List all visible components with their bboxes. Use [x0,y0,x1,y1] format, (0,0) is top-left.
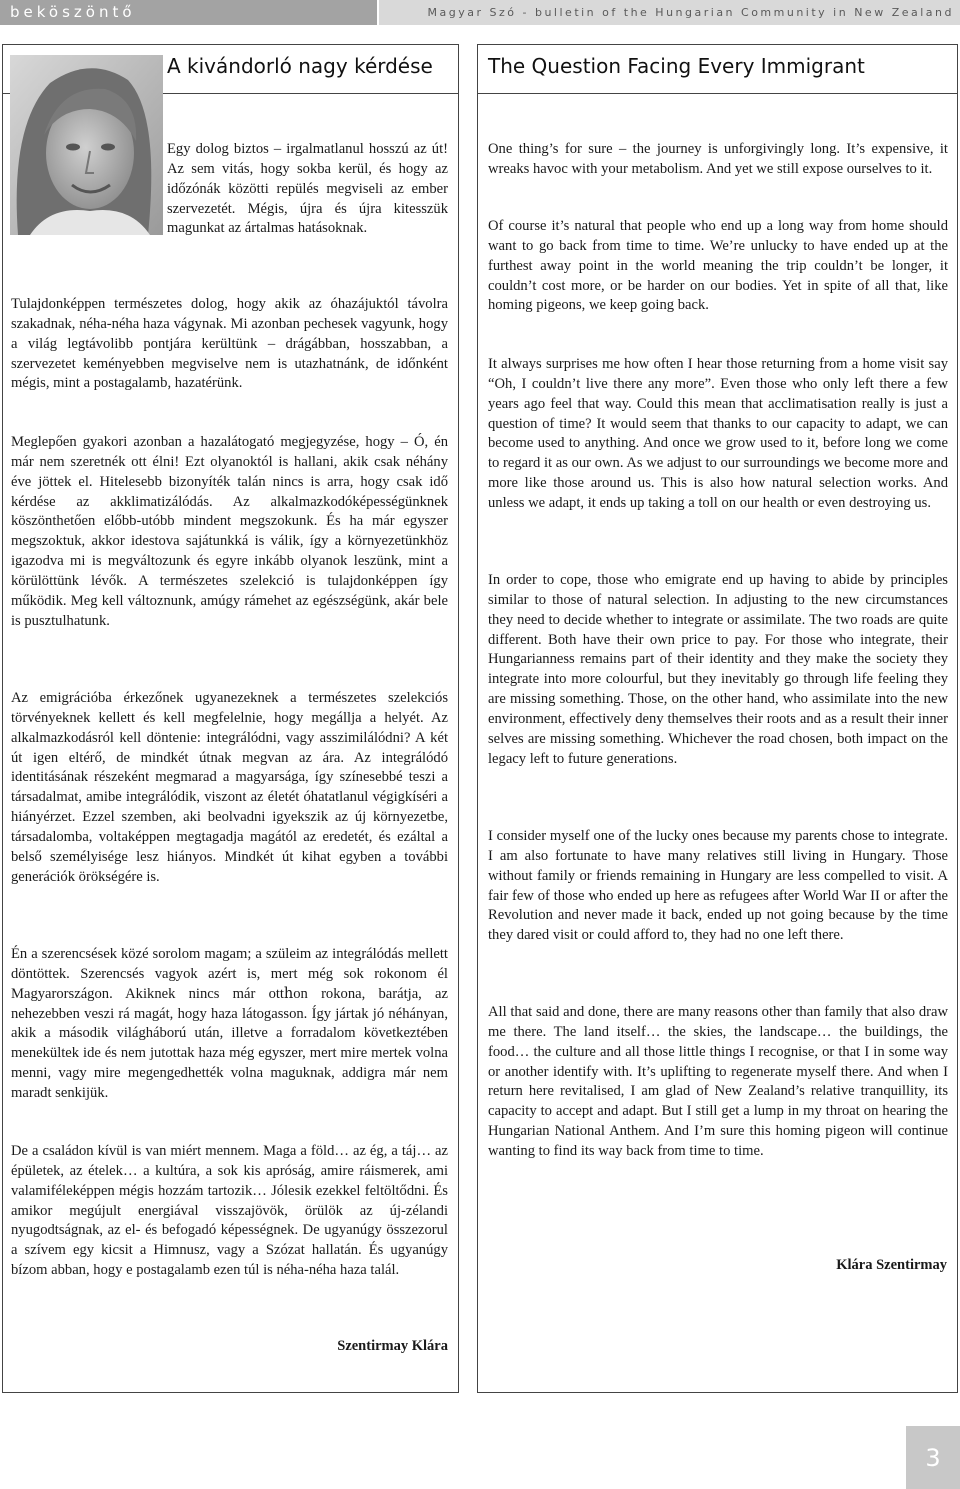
page-number: 3 [906,1426,960,1489]
english-paragraph: In order to cope, those who emigrate end up having to abide by principles similar to those of natural selection. In adjusting to the new circumstances they need to decide whether to integrate or assimilate. The two roads are quite different. Both have their own price to pay. For those who integrate, their Hungarianness remains part of their identity and they make the society they integrate into more colourful, but they inevitably go through life feeling they are missing something. Those, on the other hand, who assimilate into the new environment, effectively deny themselves their roots and as a result their inner selves are missing something. Whichever the road chosen, both impact on the legacy left to future generations. [488,572,948,767]
author-portrait [10,55,163,235]
article-title-hungarian: A kivándorló nagy kérdése [167,54,433,78]
hungarian-paragraph: Tulajdonképpen természetes dolog, hogy akik az óhazájuktól távolra szakadnak, néha-néha haza vágynak. Mi azonban pechesek vagyunk, hogy a világ legtávolibb pontjára kerültünk – drágábban, hosszabban, a szervezetet keményebben megviselve nem is utazhatnánk, de időnként mégis, mint a postagalamb, hazatérünk. [11,296,448,392]
author-signature-english: Klára Szentirmay [836,1257,947,1273]
hungarian-paragraph: Egy dolog biztos – irgalmatlanul hosszú az út! Az sem vitás, hogy sokba kerül, és hogy az időzónák közötti repülés megviseli az ember szervezetét. Mégis, újra és újra kitesszük magunkat az ártalmas hatásoknak. [167,141,448,237]
article-title-english: The Question Facing Every Immigrant [488,54,865,78]
masthead: Magyar Szó - bulletin of the Hungarian Community in New Zealand [379,0,960,25]
english-paragraph: It always surprises me how often I hear those returning from a home visit say “Oh, I couldn’t live there any more”. Even those who only left there a few years ago feel that way. Could this mean that acclimatisation really is just a question of time? It would seem that thanks to our capacity to adapt, we can become used to anything. And once we grow used to it, before long we come to regard it as our own. As we adjust to our surroundings we become more and more like those around us. This is also how natural selection works. And unless we adapt, it ends up taking a toll on our health or even destroying us. [488,356,948,511]
title-divider [477,93,958,94]
section-tag: beköszöntő [0,0,377,25]
header-bar [0,0,960,25]
author-signature-hungarian: Szentirmay Klára [337,1338,448,1354]
hungarian-paragraph: Én a szerencsések közé sorolom magam; a szüleim az integrálódás mellett döntöttek. Szerencsés vagyok azért is, mert még sok rokonom él Magyarországon. Akiknek nincs már ottհon rokona, barátja, az nehezebben veszi rá magát, hogy haza látogasson. Így jártak jó néhányan, akik a második világháború után, illetve a forradalom következtében menekültek ide és nem jutottak haza még egyszer, mert mire mertek volna menni, vagy mire megengedhették volna maguknak, addigra már nem maradt senkijük. [11,946,448,1101]
hungarian-paragraph: Az emigrációba érkezőnek ugyanezeknek a természetes szelekciós törvényeknek kellett és kell megfelelnie, hogy megállja a helyét. Az alkalmazkodásról kell döntenie: integrálódni, vagy asszimilálódni? A két út igen eltérő, de mindkét útnak megvan az ára. Az integrálódó identitásának részeként megmarad a magyarsága, így színesebbé teszi a társadalmat, amibe integrálódik, viszont az életét óhatatlanul végigkíséri a hiányérzet. Ezzel szemben, aki beolvadni igyekszik az új környezetbe, társadalomba, voltaképpen megtagadja magától az eredetét, és ezáltal a belső személyisége lesz hiányos. Mindkét út kihat egyben a további generációk örökségére is. [11,690,448,885]
hungarian-paragraph: De a családon kívül is van miért mennem. Maga a föld… az ég, a táj… az épületek, az ételek… a kultúra, a sok kis apróság, amire ráismerek, ami valamiféleképpen mégis hozzám tartozik… Jólesik ezekkel feltöltődni. És amikor megújult energiával visszajövök, örülök az új-zélandi nyugodtságnak, az el- és befogadó képességnek. De ugyanúgy összezorul a szívem egy kicsit a Himnusz, vagy a Szózat hallatán. És ugyanúgy bízom abban, hogy e postagalamb ezen túl is néha-néha haza talál. [11,1143,448,1279]
english-paragraph: Of course it’s natural that people who end up a long way from home should want to go back from time to time. We’re unlucky to have ended up at the furthest away point in the world meaning the trip couldn’t be longer, it couldn’t cost more, or be harder on our bodies. Yet in spite of all that, like homing pigeons, we keep going back. [488,218,948,314]
english-paragraph: All that said and done, there are many reasons other than family that also draw me there. The land itself… the skies, the landscape… the buildings, the food… the culture and all those little things I recognise, or that I in some way or another identify with. It’s uplifting to regenerate myself there. And when I return here revitalised, I am glad of New Zealand’s relative tranquillity, its capacity to accept and adapt. But I still get a lump in my throat on hearing the Hungarian National Anthem. And I’m sure this homing pigeon will continue wanting to find its way back from time to time. [488,1004,948,1159]
hungarian-paragraph: Meglepően gyakori azonban a hazalátogató megjegyzése, hogy – Ó, én már nem szeretnék ott élni! Ezt olyanoktól is hallani, akik csak néhány éve jöttek el. Hitelesebb bizonyíték talán nincs is arra, hogy csak idő kérdése az akklimatizálódás. Az alkalmazkodóképességünknek köszönthetően előbb-utóbb mindent megszokunk. És ha már egyszer megszoktuk, akkor idestova sajátunkká is válik, így a környezetünkhöz igazodva mi is megváltozunk és egyre inkább olyanok leszünk, mint a körülöttünk lévők. A természetes szelekció is tulajdonképpen így működik. Meg kell változnunk, amúgy rámehet az egészségünk, akár bele is pusztulhatunk. [11,434,448,629]
english-paragraph: One thing’s for sure – the journey is unforgivingly long. It’s expensive, it wreaks havoc with your metabolism. And yet we still expose ourselves to it. [488,141,948,177]
english-paragraph: I consider myself one of the lucky ones because my parents chose to integrate. I am also fortunate to have many relatives still living in Hungary. Those without family or friends remaining in Hungary are less compelled to visit. A fair few of those who ended up here as refugees after World War II or after the Revolution and never made it back, ended up not going because by the time they dared visit or could afford to, they had no one left there. [488,828,948,944]
